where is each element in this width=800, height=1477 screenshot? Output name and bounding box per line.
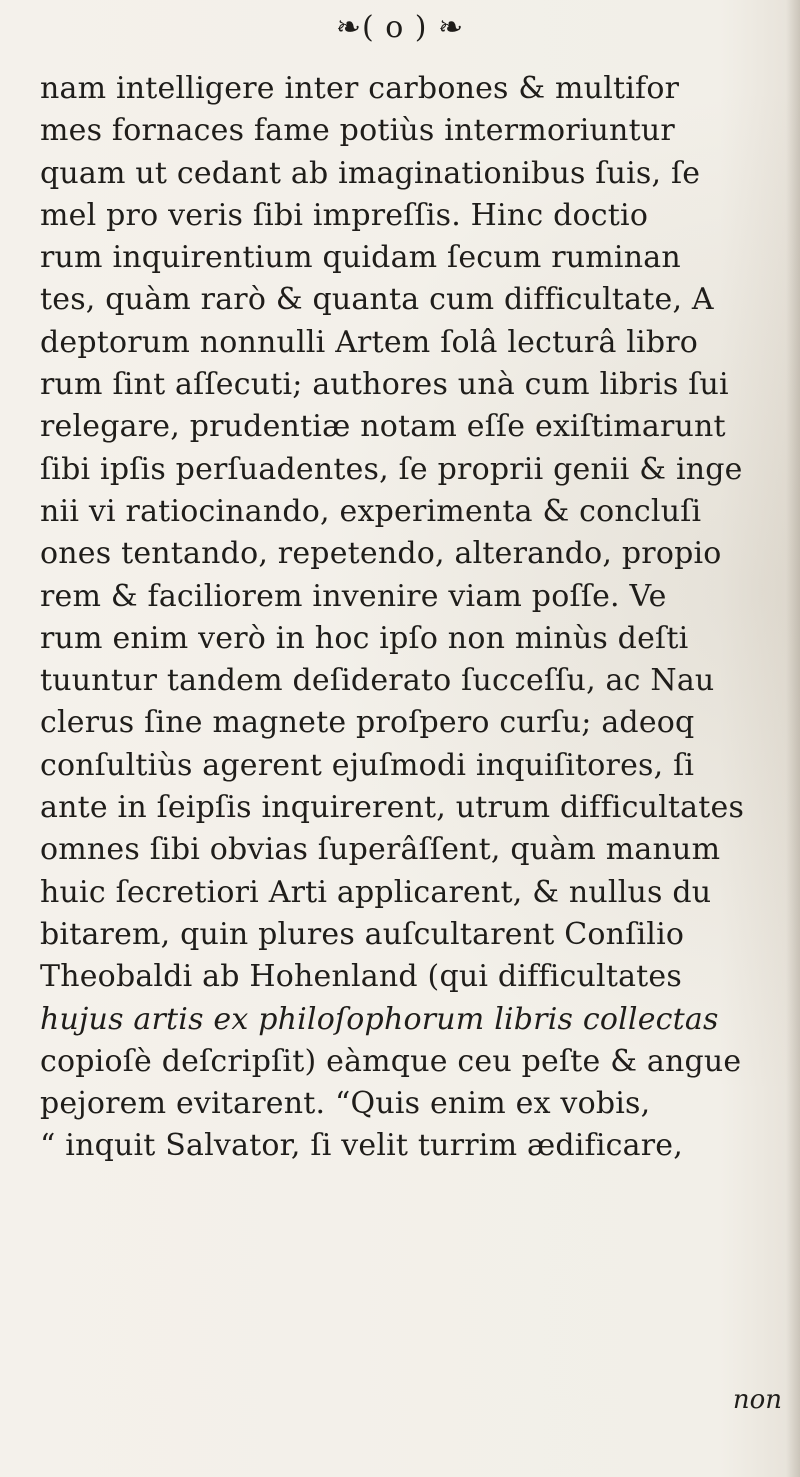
text-line: rum enim verò in hoc ipſo non minùs deſti <box>40 620 689 656</box>
text-line: rum inquirentium quidam ſecum ruminan <box>40 240 681 276</box>
text-line: nii vi ratiocinando, experimenta & concluſi <box>40 493 702 529</box>
text-line: tes, quàm rarò & quanta cum difficultate, A <box>40 282 714 318</box>
text-line: ſibi ipſis perſuadentes, ſe proprii genii & inge <box>40 451 743 487</box>
text-line: clerus ſine magnete proſpero curſu; adeoq <box>40 705 695 741</box>
page-edge-shadow <box>786 0 800 1477</box>
page-signature-mark: ❧( o ) ❧ <box>335 10 465 45</box>
text-line: deptorum nonnulli Artem ſolâ lecturâ libro <box>40 324 699 360</box>
text-line: conſultiùs agerent ejuſmodi inquiſitores, ſi <box>40 747 695 783</box>
text-line: mel pro veris ſibi impreſſis. Hinc doctio <box>40 197 649 233</box>
text-line: omnes ſibi obvias ſuperâſſent, quàm manum <box>40 832 721 868</box>
text-line: ones tentando, repetendo, alterando, propio <box>40 536 722 572</box>
text-line: pejorem evitarent. “Quis enim ex vobis, <box>40 1086 651 1122</box>
text-line: copioſè deſcripſit) eàmque ceu peſte & angue <box>40 1043 742 1079</box>
text-line: nam intelligere inter carbones & multifor <box>40 71 680 106</box>
text-line: ante in ſeipſis inquirerent, utrum difficultates <box>40 790 745 826</box>
text-line: tuuntur tandem deſiderato ſucceſſu, ac Nau <box>40 663 715 699</box>
text-line: “ inquit Salvator, ſi velit turrim ædificare, <box>40 1128 683 1164</box>
text-line: huic ſecretiori Arti applicarent, & nullus du <box>40 874 712 910</box>
text-line: quam ut cedant ab imaginationibus ſuis, ſe <box>40 155 701 191</box>
text-line-italic: hujus artis ex philoſophorum libris collectas <box>40 1001 719 1037</box>
text-line: mes fornaces fame potiùs intermoriuntur <box>40 113 675 149</box>
text-line: relegare, prudentiæ notam eſſe exiſtimarunt <box>40 409 726 445</box>
catchword: non <box>732 1385 782 1415</box>
text-line: rum ſint aſſecuti; authores unà cum libris ſui <box>40 367 729 403</box>
text-line: rem & faciliorem invenire viam poſſe. Ve <box>40 578 667 614</box>
body-text <box>40 68 800 1168</box>
text-line: Theobaldi ab Hohenland (qui difficultates <box>40 959 682 995</box>
text-line: bitarem, quin plures auſcultarent Conſilio <box>40 916 685 952</box>
